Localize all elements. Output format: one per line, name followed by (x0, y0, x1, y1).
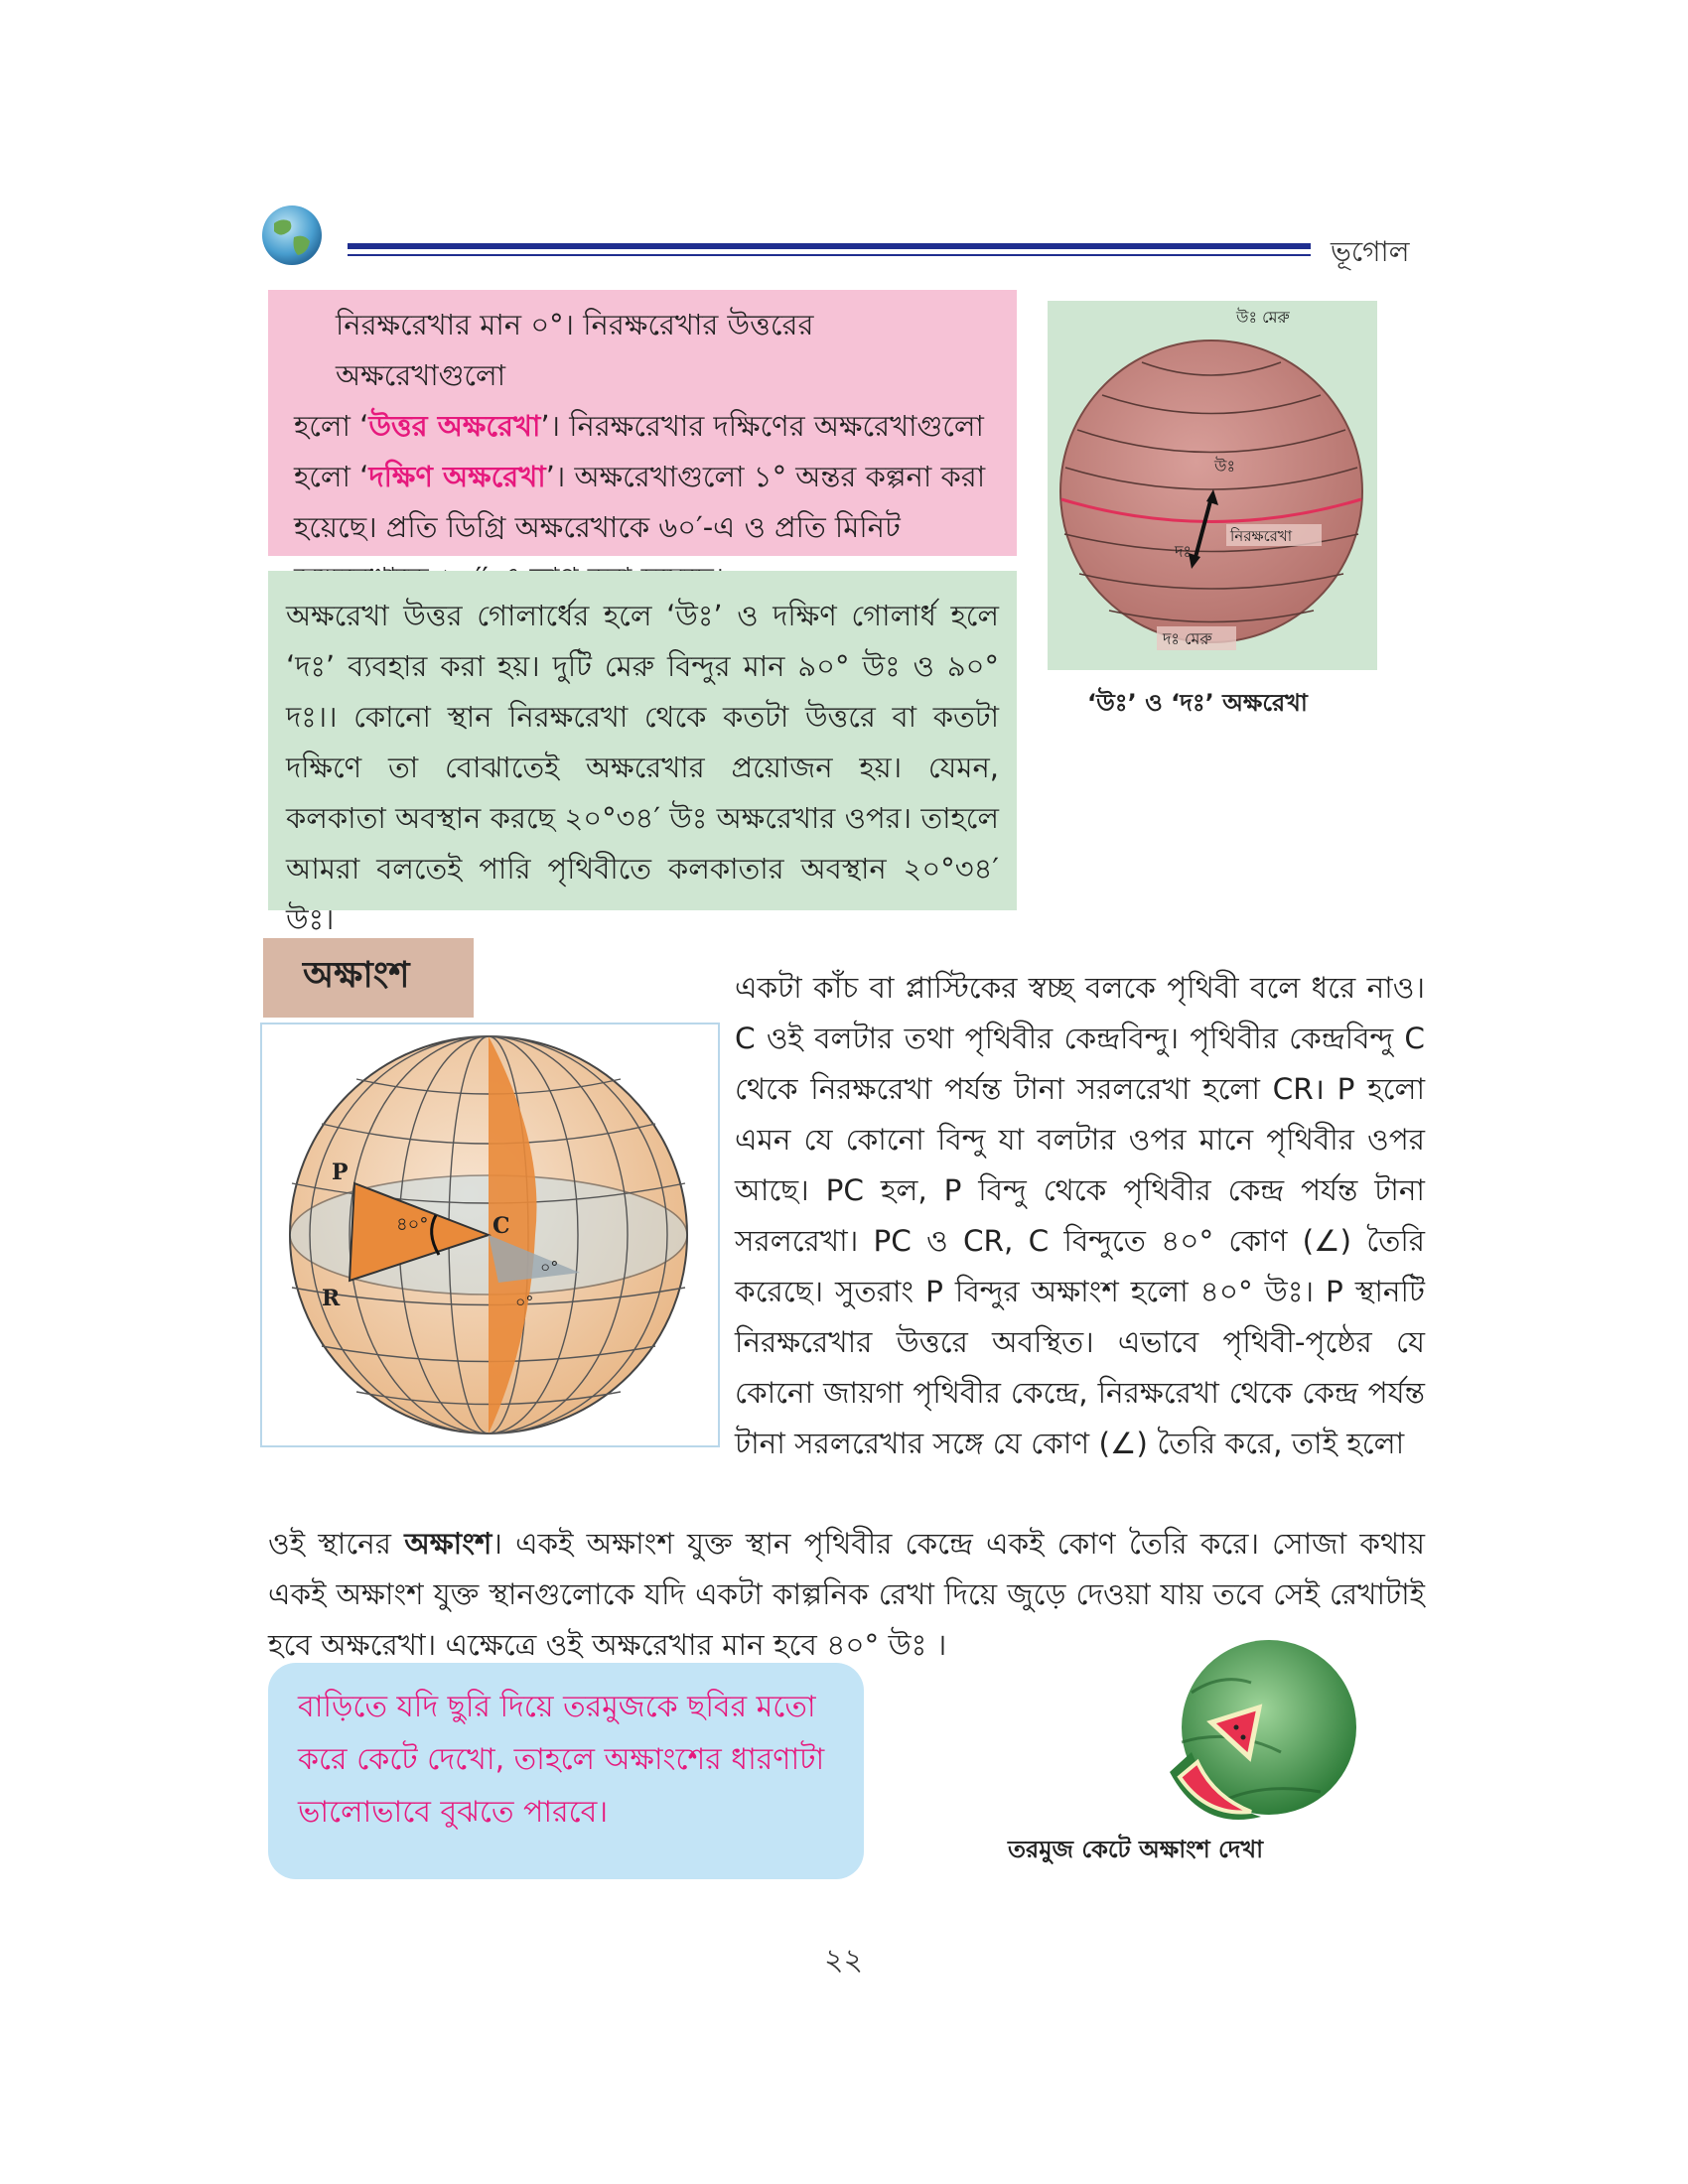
latitude-paragraph: একটা কাঁচ বা প্লাস্টিকের স্বচ্ছ বলকে পৃথিবী বলে ধরে নাও। C ওই বলটার তথা পৃথিবীর কেন্দ্রবিন্দু। পৃথিবীর কেন্দ্রবিন্দু C থেকে নিরক্ষরেখা পর্যন্ত টানা সরলরেখা হলো CR। P হলো এমন যে কোনো বিন্দু যা বলটার ওপর মানে পৃথিবীর ওপর আছে। PC হল, P বিন্দু থেকে পৃথিবীর কেন্দ্র পর্যন্ত টানা সরলরেখা। PC ও CR, C বিন্দুতে ৪০° কোণ (∠) তৈরি করেছে। সুতরাং P বিন্দুর অক্ষাংশ হলো ৪০° উঃ। P স্থানটি নিরক্ষরেখার উত্তরে অবস্থিত। এভাবে পৃথিবী-পৃষ্ঠের যে কোনো জায়গা পৃথিবীর কেন্দ্রে, নিরক্ষরেখা থেকে কেন্দ্র পর্যন্ত টানা সরলরেখার সঙ্গে যে কোণ (∠) তৈরি করে, তাই হলো (735, 971, 1425, 1460)
globe-latitude-figure (1048, 301, 1377, 670)
south-label: দঃ (1175, 542, 1192, 561)
keyword-north-latitude: উত্তর অক্ষরেখা (368, 409, 541, 443)
text-fragment: হলো ‘ (294, 460, 369, 493)
header (0, 0, 1688, 278)
earth-globe-icon (260, 204, 324, 267)
south-pole-label: দঃ মেরু (1163, 629, 1212, 648)
globe-caption: ‘উঃ’ ও ‘দঃ’ অক্ষরেখা (1087, 689, 1308, 717)
header-rule (348, 243, 1311, 249)
keyword-latitude: অক্ষাংশ (404, 1527, 492, 1561)
zero-degree-label: ০° (515, 1293, 534, 1311)
north-pole-label: উঃ মেরু (1236, 308, 1290, 327)
subject-title: ভূগোল (1331, 235, 1410, 268)
point-p-label: P (332, 1160, 349, 1185)
page-number: ২২ (824, 1943, 864, 1978)
text-fragment: ’। অক্ষরেখাগুলো ১° অন্তর কল্পনা করা (545, 460, 986, 493)
green-box-text: অক্ষরেখা উত্তর গোলার্ধের হলে ‘উঃ’ ও দক্ষিণ গোলার্ধ হলে ‘দঃ’ ব্যবহার করা হয়। দুটি মেরু বিন্দুর মান ৯০° উঃ ও ৯০° দঃ।। কোনো স্থান নিরক্ষরেখা থেকে কতটা উত্তরে বা কতটা দক্ষিণে তা বোঝাতেই অক্ষরেখার প্রয়োজন হয়। যেমন, কলকাতা অবস্থান করছে ২০°৩৪′ উঃ অক্ষরেখার ওপর। তাহলে আমরা বলতেই পারি পৃথিবীতে কলকাতার অবস্থান ২০°৩৪′ উঃ। (286, 599, 999, 936)
activity-note: বাড়িতে যদি ছুরি দিয়ে তরমুজকে ছবির মতো করে কেটে দেখো, তাহলে অক্ষাংশের ধারণাটা ভালোভাবে বুঝতে পারবে। (268, 1663, 864, 1879)
watermelon-caption: তরমুজ কেটে অক্ষাংশ দেখা (1008, 1836, 1264, 1863)
equator-info-box (268, 290, 1017, 556)
section-title: অক্ষাংশ (263, 938, 474, 1018)
north-label: উঃ (1214, 457, 1235, 476)
globe-latitude-diagram (1048, 301, 1377, 670)
pink-line-4: হয়েছে। প্রতি ডিগ্রি অক্ষরেখাকে ৬০′-এ ও প্রতি মিনিট (294, 510, 901, 544)
watermelon-icon (1152, 1633, 1360, 1832)
text-fragment: । একই অক্ষাংশ যুক্ত স্থান পৃথিবীর কেন্দ্রে একই কোণ তৈরি করে। সোজা কথায় একই অক্ষাংশ যুক্ত স্থানগুলোকে যদি একটা কাল্পনিক রেখা দিয়ে জুড়ে দেওয়া যায় তবে সেই রেখাটাই হবে অক্ষরেখা। এক্ষেত্রে ওই অক্ষরেখার মান হবে ৪০° উঃ । (268, 1527, 1425, 1662)
hemisphere-info-box (268, 571, 1017, 936)
angle-label: ৪০° (396, 1214, 429, 1235)
header-rule-thin (348, 254, 1311, 256)
text-fragment: হলো ‘ (294, 409, 369, 443)
pink-line-3 (294, 452, 991, 502)
point-r-label: R (322, 1286, 341, 1311)
text-fragment: ’। নিরক্ষরেখার দক্ষিণের অক্ষরেখাগুলো (540, 409, 984, 443)
latitude-angle-diagram (262, 1024, 718, 1445)
pink-line-1: নিরক্ষরেখার মান ০°। নিরক্ষরেখার উত্তরের অক্ষরেখাগুলো (336, 308, 814, 392)
keyword-south-latitude: দক্ষিণ অক্ষরেখা (368, 460, 546, 493)
pink-line-2 (294, 401, 991, 452)
point-c-label: C (492, 1213, 510, 1239)
equator-label: নিরক্ষরেখা (1230, 527, 1293, 545)
text-fragment: ওই স্থানের (268, 1527, 405, 1561)
zero-degree-label: ০° (540, 1258, 559, 1277)
latitude-angle-figure (260, 1023, 720, 1447)
